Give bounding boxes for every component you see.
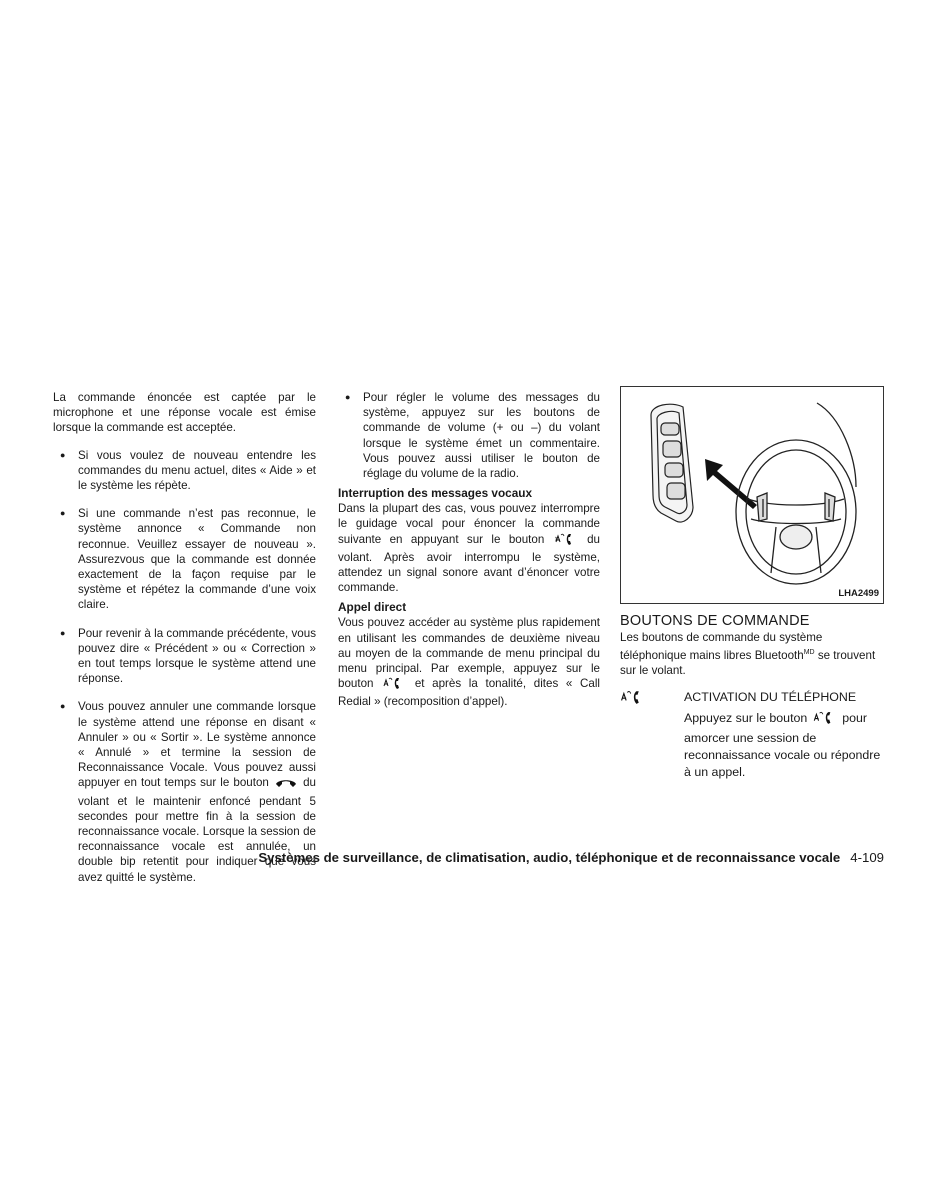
svg-text:𝔯: 𝔯 xyxy=(554,533,558,543)
talk-phone-icon xyxy=(813,710,837,730)
activation-text-1: Appuyez sur le bouton xyxy=(684,710,808,725)
trademark-sup: MD xyxy=(803,649,815,657)
activation-text-2: pour amorcer une session de reconnaissance vocale ou répondre à un appel. xyxy=(684,710,881,779)
talk-phone-icon xyxy=(383,676,405,694)
activation-text xyxy=(684,710,884,781)
left-column xyxy=(53,390,316,885)
activation-block xyxy=(620,689,884,781)
direct-call-paragraph xyxy=(338,615,600,709)
middle-column xyxy=(338,390,600,710)
heading-direct-call: Appel direct xyxy=(338,600,407,615)
steering-wheel-figure xyxy=(620,386,884,604)
page-footer xyxy=(224,850,884,866)
bullet-help: ● Si vous voulez de nouveau entendre les commandes du menu actuel, dites « Aide » et le système les répète. xyxy=(53,448,316,494)
figure-code: LHA2499 xyxy=(838,587,879,599)
interruption-text-2: du volant. Après avoir interrompu le système, attendez un signal sonore avant d’énoncer votre commande. xyxy=(338,532,600,595)
interruption-paragraph xyxy=(338,501,600,595)
bullet-cancel-text-2: du volant et le maintenir enfoncé pendant 5 secondes pour mettre fin à la session de reconnaissance vocale. Lorsque la session de reconnaissance vocale est annulée, un double bip retentit pour indiquer que vous avez quitté le système. xyxy=(78,776,316,884)
section-text-2: se trouvent sur le volant. xyxy=(620,649,876,678)
section-paragraph xyxy=(620,630,884,679)
chapter-title: Systèmes de surveillance, de climatisation, audio, téléphonique et de reconnaissance vocale xyxy=(258,850,841,865)
bullet-previous: ● Pour revenir à la commande précédente, vous pouvez dire « Précédent » ou « Correction » en tout temps lorsque le système attend une réponse. xyxy=(53,626,316,687)
direct-call-text-1: Vous pouvez accéder au système plus rapidement en utilisant les commandes de deuxième niveau au moyen de la commande de menu principal du menu principal. Par exemple, appuyez sur le bouton xyxy=(338,616,600,691)
section-text-1: Les boutons de commande du système téléphonique mains libres Bluetooth xyxy=(620,631,823,663)
talk-phone-icon xyxy=(555,532,577,550)
direct-call-text-2: et après la tonalité, dites « Call Redial » (recomposition d’appel). xyxy=(338,677,600,709)
intro-paragraph: La commande énoncée est captée par le microphone et une réponse vocale est émise lorsque la commande est acceptée. xyxy=(53,391,316,435)
interruption-text-1: Dans la plupart des cas, vous pouvez interrompre le guidage vocal pour énoncer la commande suivante en appuyant sur le bouton xyxy=(338,502,600,546)
activation-title: ACTIVATION DU TÉLÉPHONE xyxy=(684,689,857,704)
bullet-cancel-text-1: Vous pouvez annuler une commande lorsque le système attend une réponse en disant « Annuler » ou « Sortir ». Le système annonce « Annulé » et termine la session de Reconnaissance Vocale. Vous pouvez aussi appuyer en tout temps sur le bouton xyxy=(78,700,316,790)
hang-up-phone-icon xyxy=(275,777,297,793)
bullet-not-recognized: ● Si une commande n’est pas reconnue, le système annonce « Commande non reconnue. Veuillez essayer de nouveau ». Assurezvous que la commande est donnée exactement de la façon requise par le système et répétez la commande d’une voix claire. xyxy=(53,506,316,612)
heading-interruption: Interruption des messages vocaux xyxy=(338,486,533,501)
page-number: 4-109 xyxy=(850,850,884,865)
right-column xyxy=(620,390,884,781)
activation-body xyxy=(684,689,884,781)
bullet-volume: ● Pour régler le volume des messages du système, appuyez sur les boutons de commande de volume (+ ou –) du volant lorsque le système émet un commentaire. Vous pouvez aussi utiliser le bouton de réglage du volume de la radio. xyxy=(338,390,600,481)
steering-wheel-illustration xyxy=(621,387,883,603)
talk-phone-icon xyxy=(620,689,684,781)
section-title: BOUTONS DE COMMANDE xyxy=(620,613,810,629)
